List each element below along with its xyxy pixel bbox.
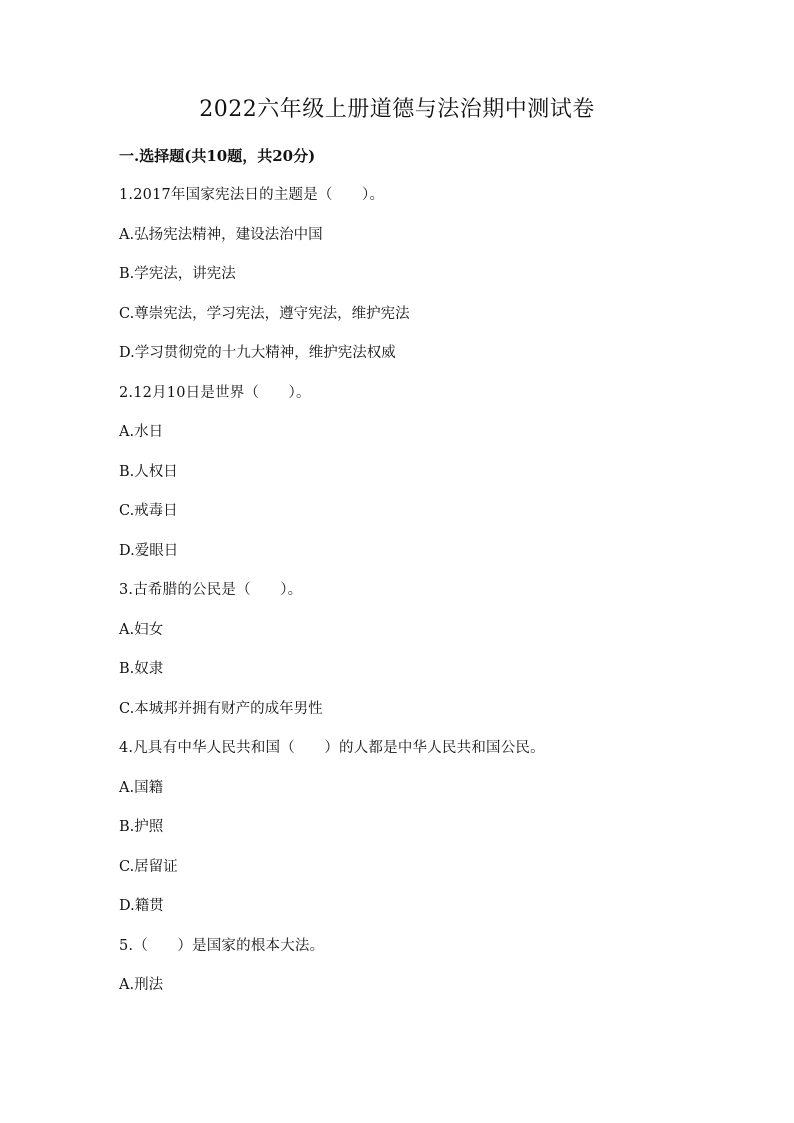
page-title: 2022六年级上册道德与法治期中测试卷	[199, 97, 595, 122]
answer-option: B.奴隶	[119, 661, 164, 677]
question-text: 5.（ ）是国家的根本大法。	[119, 937, 325, 954]
answer-option: B.护照	[119, 819, 164, 835]
question-text: 3.古希腊的公民是（ ）。	[119, 582, 303, 598]
answer-option: D.籍贯	[119, 898, 164, 914]
answer-option: C.戒毒日	[119, 503, 178, 519]
answer-option: D.爱眼日	[119, 542, 179, 559]
answer-option: A.水日	[119, 424, 164, 440]
question-text: 4.凡具有中华人民共和国（ ）的人都是中华人民共和国公民。	[119, 740, 545, 756]
answer-option: D.学习贯彻党的十九大精神，维护宪法权威	[119, 345, 396, 361]
answer-option: A.刑法	[119, 977, 164, 993]
answer-option: C.居留证	[119, 858, 178, 875]
answer-option: A.国籍	[119, 779, 164, 796]
question-text: 2.12月10日是世界（ ）。	[119, 384, 311, 401]
question-text: 1.2017年国家宪法日的主题是（ ）。	[119, 187, 385, 203]
answer-option: B.人权日	[119, 463, 178, 480]
question-list	[119, 183, 719, 1013]
answer-option: C.尊崇宪法，学习宪法，遵守宪法，维护宪法	[119, 305, 410, 322]
answer-option: A.弘扬宪法精神，建设法治中国	[119, 226, 323, 243]
answer-option: C.本城邦并拥有财产的成年男性	[119, 700, 323, 717]
section-heading: 一.选择题(共10题，共20分)	[119, 147, 316, 165]
answer-option: B.学宪法，讲宪法	[119, 266, 236, 282]
answer-option: A.妇女	[119, 621, 164, 638]
